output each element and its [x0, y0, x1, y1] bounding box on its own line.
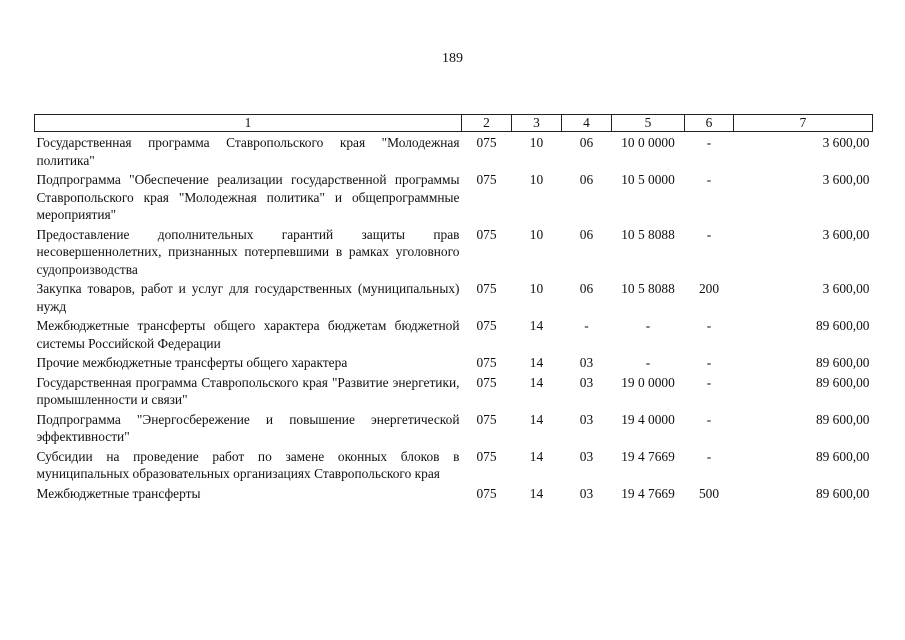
header-col-2: 2 [462, 115, 512, 132]
row-amount: 89 600,00 [815, 318, 870, 333]
table-row [35, 317, 873, 354]
row-col-2: 075 [476, 448, 497, 464]
row-col-6: - [706, 448, 712, 464]
row-col-3: 10 [529, 172, 544, 187]
row-col-4: 03 [579, 485, 594, 501]
header-row [35, 115, 873, 132]
row-col-4: 06 [579, 135, 594, 150]
row-col-3: 14 [529, 318, 544, 333]
row-col-4: 06 [579, 226, 594, 242]
row-col-2: 075 [476, 374, 497, 390]
row-name: Подпрограмма "Энергосбережение и повышение энергетической эффективности" [36, 411, 460, 444]
row-col-5: - [645, 355, 651, 370]
row-col-3: 14 [529, 448, 544, 464]
row-col-5: 19 0 0000 [621, 374, 675, 390]
header-col-6: 6 [685, 115, 734, 132]
header-col-3: 3 [512, 115, 562, 132]
row-col-4: 03 [579, 411, 594, 427]
row-col-6: 500 [698, 485, 720, 501]
row-amount: 89 600,00 [815, 448, 870, 464]
row-col-3: 10 [529, 226, 544, 242]
row-col-2: 075 [476, 281, 497, 296]
row-amount: 89 600,00 [815, 374, 870, 390]
row-col-5: 19 4 7669 [621, 448, 675, 464]
table-row [35, 354, 873, 374]
row-col-3: 14 [529, 355, 544, 370]
row-name: Прочие межбюджетные трансферты общего характера [36, 355, 348, 370]
table-body [35, 132, 873, 505]
header-col-7: 7 [734, 115, 873, 132]
row-name: Закупка товаров, работ и услуг для государственных (муниципальных) нужд [36, 281, 460, 314]
row-amount: 3 600,00 [822, 281, 870, 296]
row-name: Государственная программа Ставропольского края "Молодежная политика" [36, 135, 460, 168]
table-row [35, 132, 873, 172]
row-col-4: 03 [579, 355, 594, 370]
row-col-6: - [706, 355, 712, 370]
header-col-1: 1 [35, 115, 462, 132]
row-amount: 89 600,00 [815, 411, 870, 427]
row-col-2: 075 [476, 172, 497, 187]
table-row [35, 226, 873, 281]
row-col-3: 14 [529, 374, 544, 390]
budget-table [34, 114, 873, 504]
row-col-6: - [706, 135, 712, 150]
row-col-4: - [584, 318, 589, 333]
row-col-4: 06 [579, 172, 594, 187]
table-row [35, 171, 873, 226]
row-col-3: 14 [529, 485, 544, 501]
row-name: Подпрограмма "Обеспечение реализации государственной программы Ставропольского края "Молодежная политика" и общепрограммные мероприятия" [36, 172, 460, 222]
row-name: Предоставление дополнительных гарантий защиты прав несовершеннолетних, признанных потерпевшими в рамках уголовного судопроизводства [36, 226, 460, 277]
row-col-5: 10 5 8088 [621, 281, 675, 296]
table-header [35, 115, 873, 132]
row-col-2: 075 [476, 355, 497, 370]
row-col-3: 10 [529, 135, 544, 150]
row-col-6: - [706, 172, 712, 187]
row-col-4: 03 [579, 448, 594, 464]
row-col-3: 10 [529, 281, 544, 296]
row-col-3: 14 [529, 411, 544, 427]
table-row [35, 374, 873, 411]
budget-table-container [34, 114, 872, 504]
row-amount: 3 600,00 [822, 135, 870, 150]
row-col-5: 10 5 8088 [621, 226, 675, 242]
row-col-6: 200 [698, 281, 720, 296]
row-amount: 3 600,00 [822, 172, 870, 187]
row-col-6: - [706, 411, 712, 427]
table-row [35, 448, 873, 485]
row-col-2: 075 [476, 318, 497, 333]
row-name: Межбюджетные трансферты [36, 485, 201, 501]
row-col-6: - [706, 226, 712, 242]
table-row [35, 411, 873, 448]
header-col-5: 5 [612, 115, 685, 132]
row-col-6: - [706, 374, 712, 390]
row-col-5: 19 4 7669 [621, 485, 675, 501]
row-amount: 3 600,00 [822, 226, 870, 242]
row-col-4: 03 [579, 374, 594, 390]
header-col-4: 4 [562, 115, 612, 132]
table-row [35, 485, 873, 505]
row-col-2: 075 [476, 411, 497, 427]
row-col-5: - [645, 318, 651, 333]
page-number: 189 [442, 51, 463, 66]
row-name: Субсидии на проведение работ по замене оконных блоков в муниципальных образовательных организациях Ставропольского края [36, 448, 460, 481]
row-col-2: 075 [476, 485, 497, 501]
row-col-6: - [706, 318, 712, 333]
row-amount: 89 600,00 [815, 485, 870, 501]
row-col-5: 19 4 0000 [621, 411, 675, 427]
row-amount: 89 600,00 [815, 355, 870, 370]
row-col-2: 075 [476, 226, 497, 242]
row-name: Межбюджетные трансферты общего характера бюджетам бюджетной системы Российской Федерации [36, 318, 460, 351]
table-row [35, 280, 873, 317]
row-name: Государственная программа Ставропольского края "Развитие энергетики, промышленности и связи" [36, 374, 460, 407]
row-col-2: 075 [476, 135, 497, 150]
row-col-4: 06 [579, 281, 594, 296]
row-col-5: 10 0 0000 [621, 135, 675, 150]
row-col-5: 10 5 0000 [621, 172, 675, 187]
